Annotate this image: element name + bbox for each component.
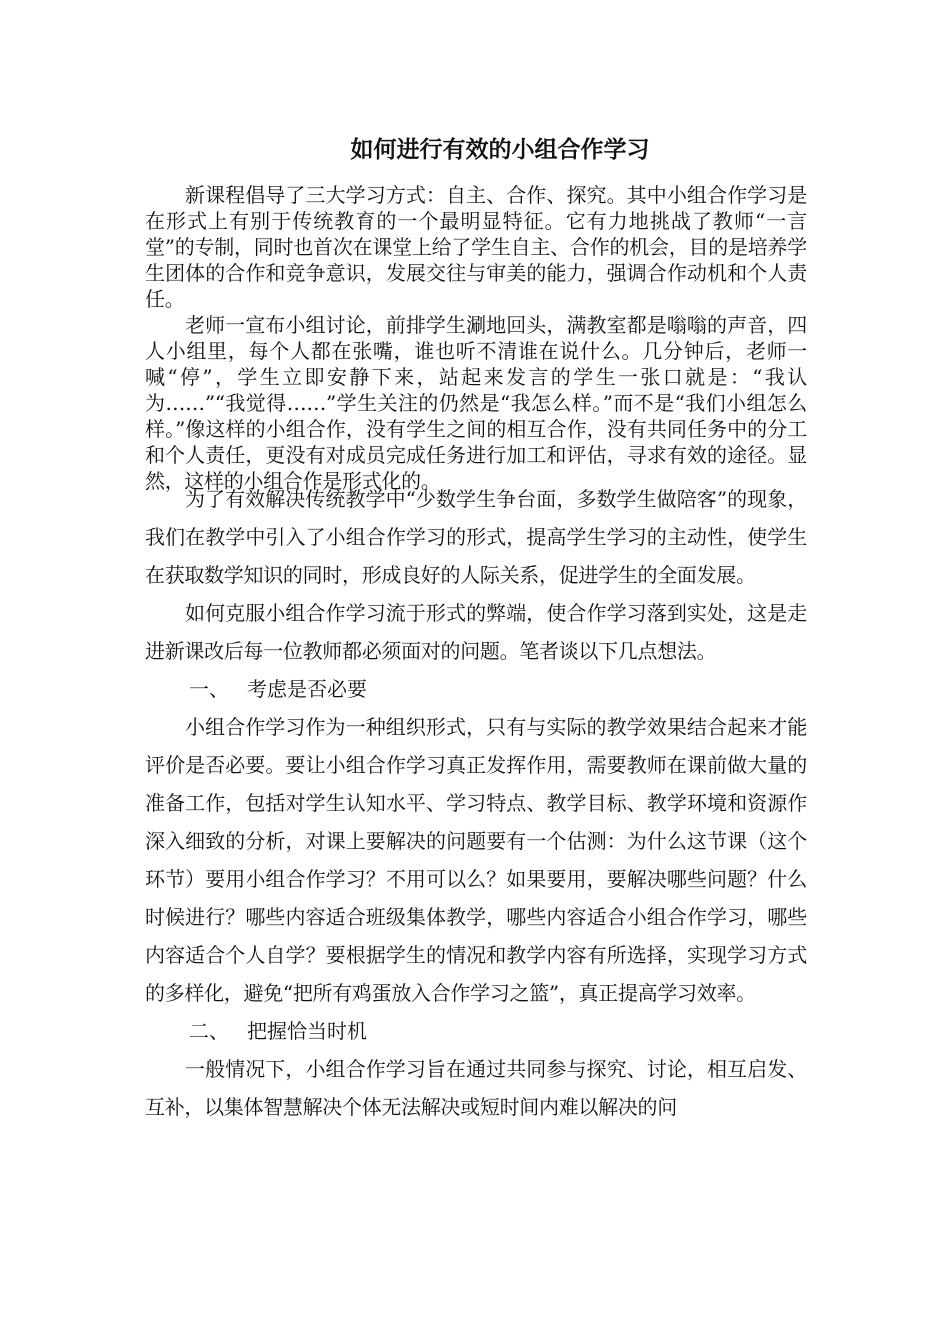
section-number-2: 二、 bbox=[189, 1019, 229, 1043]
document-title: 如何进行有效的小组合作学习 bbox=[350, 137, 650, 163]
section-heading-2 bbox=[145, 1012, 807, 1050]
section-title-2: 把握恰当时机 bbox=[247, 1019, 367, 1043]
section-number-1: 一、 bbox=[189, 677, 229, 701]
section-paragraph-2: 一般情况下，小组合作学习旨在通过共同参与探究、讨论，相互启发、互补，以集体智慧解决个体无法解决或短时间内难以解决的问 bbox=[145, 1057, 807, 1119]
intro-paragraph-1: 新课程倡导了三大学习方式：自主、合作、探究。其中小组合作学习是在形式上有别于传统教育的一个最明显特征。它有力地挑战了教师“一言堂”的专制，同时也首次在课堂上给了学生自主、合作的机会，目的是培养学生团体的合作和竞争意识，发展交往与审美的能力，强调合作动机和个人责任。 bbox=[145, 183, 807, 311]
section-paragraph-1: 小组合作学习作为一种组织形式，只有与实际的教学效果结合起来才能评价是否必要。要让小组合作学习真正发挥作用，需要教师在课前做大量的准备工作，包括对学生认知水平、学习特点、教学目标、教学环境和资源作深入细致的分析，对课上要解决的问题要有一个估测：为什么这节课（这个环节）要用小组合作学习？不用可以么？如果要用，要解决哪些问题？什么时候进行？哪些内容适合班级集体教学，哪些内容适合小组合作学习，哪些内容适合个人自学？要根据学生的情况和教学内容有所选择，实现学习方式的多样化，避免“把所有鸡蛋放入合作学习之篮”，真正提高学习效率。 bbox=[145, 715, 807, 1005]
section-heading-1 bbox=[145, 670, 807, 708]
section-title-1: 考虑是否必要 bbox=[247, 677, 367, 701]
body-paragraph-1: 为了有效解决传统教学中“少数学生争台面，多数学生做陪客”的现象，我们在教学中引入了小组合作学习的形式，提高学生学习的主动性，使学生在获取数学知识的同时，形成良好的人际关系，促进学生的全面发展。 bbox=[145, 487, 807, 587]
body-block bbox=[145, 480, 807, 1126]
intro-paragraph-2: 老师一宣布小组讨论，前排学生涮地回头，满教室都是嗡嗡的声音，四人小组里，每个人都在张嘴，谁也听不清谁在说什么。几分钟后，老师一喊“停”，学生立即安静下来，站起来发言的学生一张口就是：“我认为……”“我觉得……”学生关注的仍然是“我怎么样。”而不是“我们小组怎么样。”像这样的小组合作，没有学生之间的相互合作，没有共同任务中的分工和个人责任，更没有对成员完成任务进行加工和评估，寻求有效的途径。显然，这样的小组合作是形式化的。 bbox=[145, 313, 807, 493]
body-paragraph-2: 如何克服小组合作学习流于形式的弊端，使合作学习落到实处，这是走进新课改后每一位教师都必须面对的问题。笔者谈以下几点想法。 bbox=[145, 601, 807, 663]
intro-block bbox=[145, 182, 807, 494]
